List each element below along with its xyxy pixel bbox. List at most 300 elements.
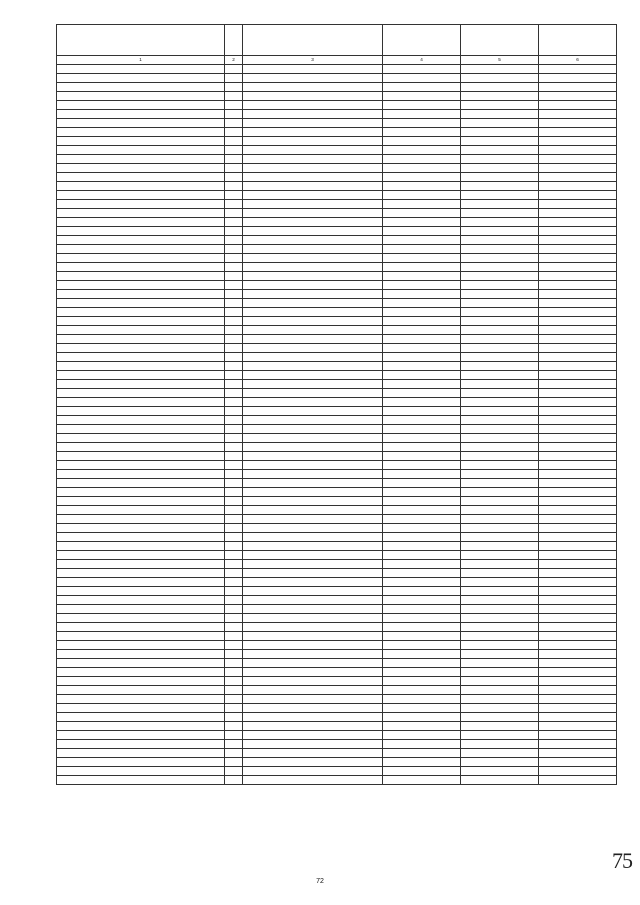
table-cell	[225, 110, 243, 119]
table-cell	[461, 362, 539, 371]
column-number-3: 3	[243, 56, 383, 65]
table-cell	[57, 101, 225, 110]
table-cell	[461, 731, 539, 740]
table-cell	[57, 290, 225, 299]
table-cell	[461, 758, 539, 767]
table-row	[57, 353, 617, 362]
table-cell	[539, 407, 617, 416]
table-cell	[383, 749, 461, 758]
table-cell	[225, 560, 243, 569]
table-cell	[383, 443, 461, 452]
table-cell	[243, 704, 383, 713]
table-cell	[461, 533, 539, 542]
table-cell	[539, 281, 617, 290]
table-cell	[225, 623, 243, 632]
table-cell	[57, 749, 225, 758]
table-cell	[243, 119, 383, 128]
table-cell	[243, 308, 383, 317]
table-cell	[383, 569, 461, 578]
table-cell	[243, 524, 383, 533]
table-cell	[461, 245, 539, 254]
table-cell	[57, 227, 225, 236]
table-cell	[57, 263, 225, 272]
table-cell	[225, 398, 243, 407]
table-cell	[383, 191, 461, 200]
table-cell	[225, 677, 243, 686]
table-cell	[243, 65, 383, 74]
table-cell	[461, 506, 539, 515]
table-cell	[383, 758, 461, 767]
table-cell	[243, 173, 383, 182]
table-cell	[383, 173, 461, 182]
table-cell	[539, 578, 617, 587]
table-cell	[243, 677, 383, 686]
table-cell	[243, 101, 383, 110]
table-cell	[243, 407, 383, 416]
table-cell	[383, 101, 461, 110]
table-cell	[383, 704, 461, 713]
table-cell	[57, 425, 225, 434]
table-cell	[383, 686, 461, 695]
table-cell	[539, 65, 617, 74]
table-cell	[383, 506, 461, 515]
table-cell	[225, 776, 243, 785]
table-cell	[383, 371, 461, 380]
table-cell	[539, 434, 617, 443]
table-row	[57, 344, 617, 353]
table-cell	[243, 164, 383, 173]
table-cell	[57, 533, 225, 542]
table-cell	[243, 479, 383, 488]
table-cell	[383, 407, 461, 416]
table-cell	[461, 83, 539, 92]
table-row	[57, 497, 617, 506]
table-cell	[57, 515, 225, 524]
table-cell	[461, 713, 539, 722]
table-cell	[461, 308, 539, 317]
table-cell	[57, 353, 225, 362]
table-cell	[461, 272, 539, 281]
table-cell	[225, 155, 243, 164]
table-cell	[225, 83, 243, 92]
table-cell	[243, 443, 383, 452]
table-cell	[383, 776, 461, 785]
table-cell	[243, 542, 383, 551]
table-cell	[461, 65, 539, 74]
table-cell	[539, 659, 617, 668]
table-cell	[57, 344, 225, 353]
table-cell	[225, 479, 243, 488]
table-cell	[539, 83, 617, 92]
table-cell	[225, 533, 243, 542]
table-cell	[383, 731, 461, 740]
table-cell	[383, 767, 461, 776]
header-line-code	[225, 25, 243, 56]
table-row	[57, 605, 617, 614]
table-cell	[57, 713, 225, 722]
table-cell	[461, 110, 539, 119]
table-cell	[57, 164, 225, 173]
table-cell	[243, 515, 383, 524]
table-cell	[539, 632, 617, 641]
table-row	[57, 254, 617, 263]
table-cell	[243, 461, 383, 470]
table-cell	[243, 650, 383, 659]
table-cell	[225, 704, 243, 713]
table-cell	[539, 263, 617, 272]
table-cell	[225, 641, 243, 650]
table-cell	[383, 290, 461, 299]
table-cell	[57, 596, 225, 605]
table-cell	[461, 542, 539, 551]
table-cell	[383, 650, 461, 659]
table-row	[57, 389, 617, 398]
table-cell	[57, 731, 225, 740]
table-cell	[57, 695, 225, 704]
table-row	[57, 713, 617, 722]
table-cell	[243, 578, 383, 587]
table-cell	[243, 146, 383, 155]
table-row	[57, 407, 617, 416]
table-cell	[225, 695, 243, 704]
table-cell	[243, 767, 383, 776]
table-cell	[383, 281, 461, 290]
table-row	[57, 137, 617, 146]
table-cell	[539, 605, 617, 614]
table-cell	[243, 110, 383, 119]
table-cell	[57, 461, 225, 470]
table-cell	[57, 218, 225, 227]
table-row	[57, 182, 617, 191]
column-number-2: 2	[225, 56, 243, 65]
table-row	[57, 155, 617, 164]
table-cell	[225, 128, 243, 137]
table-cell	[243, 326, 383, 335]
table-row	[57, 704, 617, 713]
table-cell	[57, 389, 225, 398]
table-cell	[57, 281, 225, 290]
table-cell	[57, 146, 225, 155]
table-row	[57, 326, 617, 335]
table-cell	[57, 236, 225, 245]
table-cell	[225, 380, 243, 389]
table-cell	[539, 416, 617, 425]
table-cell	[539, 587, 617, 596]
table-cell	[383, 740, 461, 749]
table-cell	[383, 497, 461, 506]
table-cell	[539, 533, 617, 542]
table-cell	[539, 461, 617, 470]
table-cell	[461, 236, 539, 245]
table-cell	[383, 461, 461, 470]
header-approved-appropriations	[383, 25, 461, 56]
table-cell	[225, 551, 243, 560]
table-row	[57, 263, 617, 272]
table-cell	[243, 209, 383, 218]
table-cell	[225, 407, 243, 416]
table-cell	[383, 227, 461, 236]
table-cell	[461, 776, 539, 785]
table-cell	[57, 623, 225, 632]
table-row	[57, 587, 617, 596]
table-row	[57, 380, 617, 389]
table-cell	[539, 236, 617, 245]
table-cell	[461, 722, 539, 731]
table-row	[57, 362, 617, 371]
header-indicator-name	[57, 25, 225, 56]
table-cell	[383, 335, 461, 344]
table-cell	[57, 497, 225, 506]
table-cell	[57, 416, 225, 425]
table-cell	[243, 596, 383, 605]
table-cell	[461, 389, 539, 398]
table-cell	[539, 155, 617, 164]
table-cell	[243, 614, 383, 623]
table-cell	[461, 479, 539, 488]
table-cell	[461, 461, 539, 470]
table-row	[57, 200, 617, 209]
table-cell	[539, 506, 617, 515]
table-cell	[243, 191, 383, 200]
table-cell	[225, 416, 243, 425]
table-cell	[383, 695, 461, 704]
table-cell	[225, 740, 243, 749]
table-cell	[243, 587, 383, 596]
table-cell	[57, 542, 225, 551]
table-cell	[461, 299, 539, 308]
table-cell	[225, 227, 243, 236]
column-number-6: 6	[539, 56, 617, 65]
table-cell	[383, 245, 461, 254]
table-cell	[225, 749, 243, 758]
table-cell	[383, 470, 461, 479]
table-row	[57, 425, 617, 434]
table-cell	[225, 335, 243, 344]
table-cell	[57, 587, 225, 596]
table-row	[57, 569, 617, 578]
table-cell	[539, 614, 617, 623]
table-cell	[57, 173, 225, 182]
table-cell	[539, 200, 617, 209]
table-cell	[225, 614, 243, 623]
table-cell	[225, 596, 243, 605]
table-cell	[539, 299, 617, 308]
table-cell	[539, 731, 617, 740]
table-cell	[243, 398, 383, 407]
table-cell	[225, 470, 243, 479]
table-cell	[57, 398, 225, 407]
table-cell	[461, 596, 539, 605]
table-row	[57, 65, 617, 74]
table-cell	[539, 326, 617, 335]
table-cell	[225, 209, 243, 218]
table-cell	[383, 587, 461, 596]
table-row	[57, 371, 617, 380]
table-cell	[243, 551, 383, 560]
table-cell	[243, 434, 383, 443]
table-cell	[539, 695, 617, 704]
table-cell	[57, 668, 225, 677]
table-body	[57, 65, 617, 785]
table-row	[57, 767, 617, 776]
table-cell	[57, 83, 225, 92]
table-cell	[461, 335, 539, 344]
table-cell	[383, 434, 461, 443]
table-cell	[57, 506, 225, 515]
table-cell	[225, 497, 243, 506]
table-cell	[57, 110, 225, 119]
table-row	[57, 281, 617, 290]
table-cell	[225, 317, 243, 326]
table-cell	[225, 182, 243, 191]
table-cell	[383, 596, 461, 605]
table-cell	[243, 263, 383, 272]
table-cell	[539, 380, 617, 389]
table-cell	[539, 470, 617, 479]
table-row	[57, 506, 617, 515]
table-cell	[539, 137, 617, 146]
table-cell	[243, 299, 383, 308]
table-cell	[461, 605, 539, 614]
table-row	[57, 488, 617, 497]
table-cell	[57, 245, 225, 254]
table-cell	[461, 317, 539, 326]
table-cell	[57, 488, 225, 497]
table-cell	[57, 371, 225, 380]
table-cell	[539, 128, 617, 137]
document-page	[56, 24, 616, 785]
table-cell	[383, 155, 461, 164]
table-cell	[539, 740, 617, 749]
table-cell	[461, 686, 539, 695]
table-cell	[57, 560, 225, 569]
table-row	[57, 776, 617, 785]
table-cell	[243, 254, 383, 263]
table-cell	[461, 623, 539, 632]
table-row	[57, 443, 617, 452]
table-cell	[461, 650, 539, 659]
table-row	[57, 128, 617, 137]
table-cell	[461, 209, 539, 218]
table-cell	[225, 650, 243, 659]
table-cell	[539, 542, 617, 551]
table-row	[57, 758, 617, 767]
table-cell	[461, 191, 539, 200]
table-cell	[539, 101, 617, 110]
table-cell	[383, 110, 461, 119]
table-cell	[243, 344, 383, 353]
table-cell	[225, 434, 243, 443]
table-cell	[57, 740, 225, 749]
table-cell	[539, 173, 617, 182]
table-cell	[243, 488, 383, 497]
table-row	[57, 731, 617, 740]
table-cell	[383, 137, 461, 146]
table-cell	[243, 290, 383, 299]
table-cell	[225, 146, 243, 155]
table-cell	[461, 137, 539, 146]
table-cell	[383, 398, 461, 407]
table-cell	[383, 623, 461, 632]
table-cell	[461, 200, 539, 209]
table-cell	[225, 587, 243, 596]
table-cell	[383, 641, 461, 650]
table-cell	[383, 542, 461, 551]
table-cell	[539, 722, 617, 731]
column-number-row	[57, 56, 617, 65]
table-row	[57, 632, 617, 641]
table-cell	[225, 569, 243, 578]
margin-page-mark: 75	[612, 848, 632, 873]
table-cell	[57, 605, 225, 614]
table-row	[57, 83, 617, 92]
table-cell	[383, 353, 461, 362]
table-row	[57, 515, 617, 524]
table-header-row	[57, 25, 617, 56]
table-cell	[57, 407, 225, 416]
table-cell	[243, 227, 383, 236]
table-cell	[461, 173, 539, 182]
table-row	[57, 236, 617, 245]
table-cell	[225, 542, 243, 551]
table-cell	[539, 560, 617, 569]
table-cell	[539, 758, 617, 767]
table-cell	[539, 650, 617, 659]
table-cell	[57, 74, 225, 83]
table-row	[57, 659, 617, 668]
table-cell	[225, 299, 243, 308]
table-cell	[243, 695, 383, 704]
table-row	[57, 164, 617, 173]
table-cell	[383, 524, 461, 533]
table-cell	[57, 614, 225, 623]
table-row	[57, 461, 617, 470]
table-cell	[461, 740, 539, 749]
table-cell	[383, 515, 461, 524]
table-cell	[461, 263, 539, 272]
header-executed	[461, 25, 539, 56]
table-cell	[539, 119, 617, 128]
table-cell	[539, 110, 617, 119]
table-row	[57, 101, 617, 110]
header-not-executed	[539, 25, 617, 56]
table-row	[57, 641, 617, 650]
table-cell	[243, 569, 383, 578]
table-row	[57, 299, 617, 308]
table-cell	[461, 524, 539, 533]
table-cell	[539, 749, 617, 758]
table-cell	[383, 254, 461, 263]
table-row	[57, 317, 617, 326]
table-cell	[225, 200, 243, 209]
table-cell	[57, 191, 225, 200]
table-cell	[539, 272, 617, 281]
table-cell	[243, 668, 383, 677]
table-cell	[461, 470, 539, 479]
table-cell	[539, 74, 617, 83]
table-cell	[243, 686, 383, 695]
table-cell	[383, 668, 461, 677]
table-cell	[383, 272, 461, 281]
table-cell	[539, 713, 617, 722]
table-cell	[461, 380, 539, 389]
table-cell	[225, 92, 243, 101]
table-cell	[225, 362, 243, 371]
table-cell	[383, 308, 461, 317]
table-row	[57, 335, 617, 344]
table-cell	[225, 119, 243, 128]
table-cell	[57, 722, 225, 731]
